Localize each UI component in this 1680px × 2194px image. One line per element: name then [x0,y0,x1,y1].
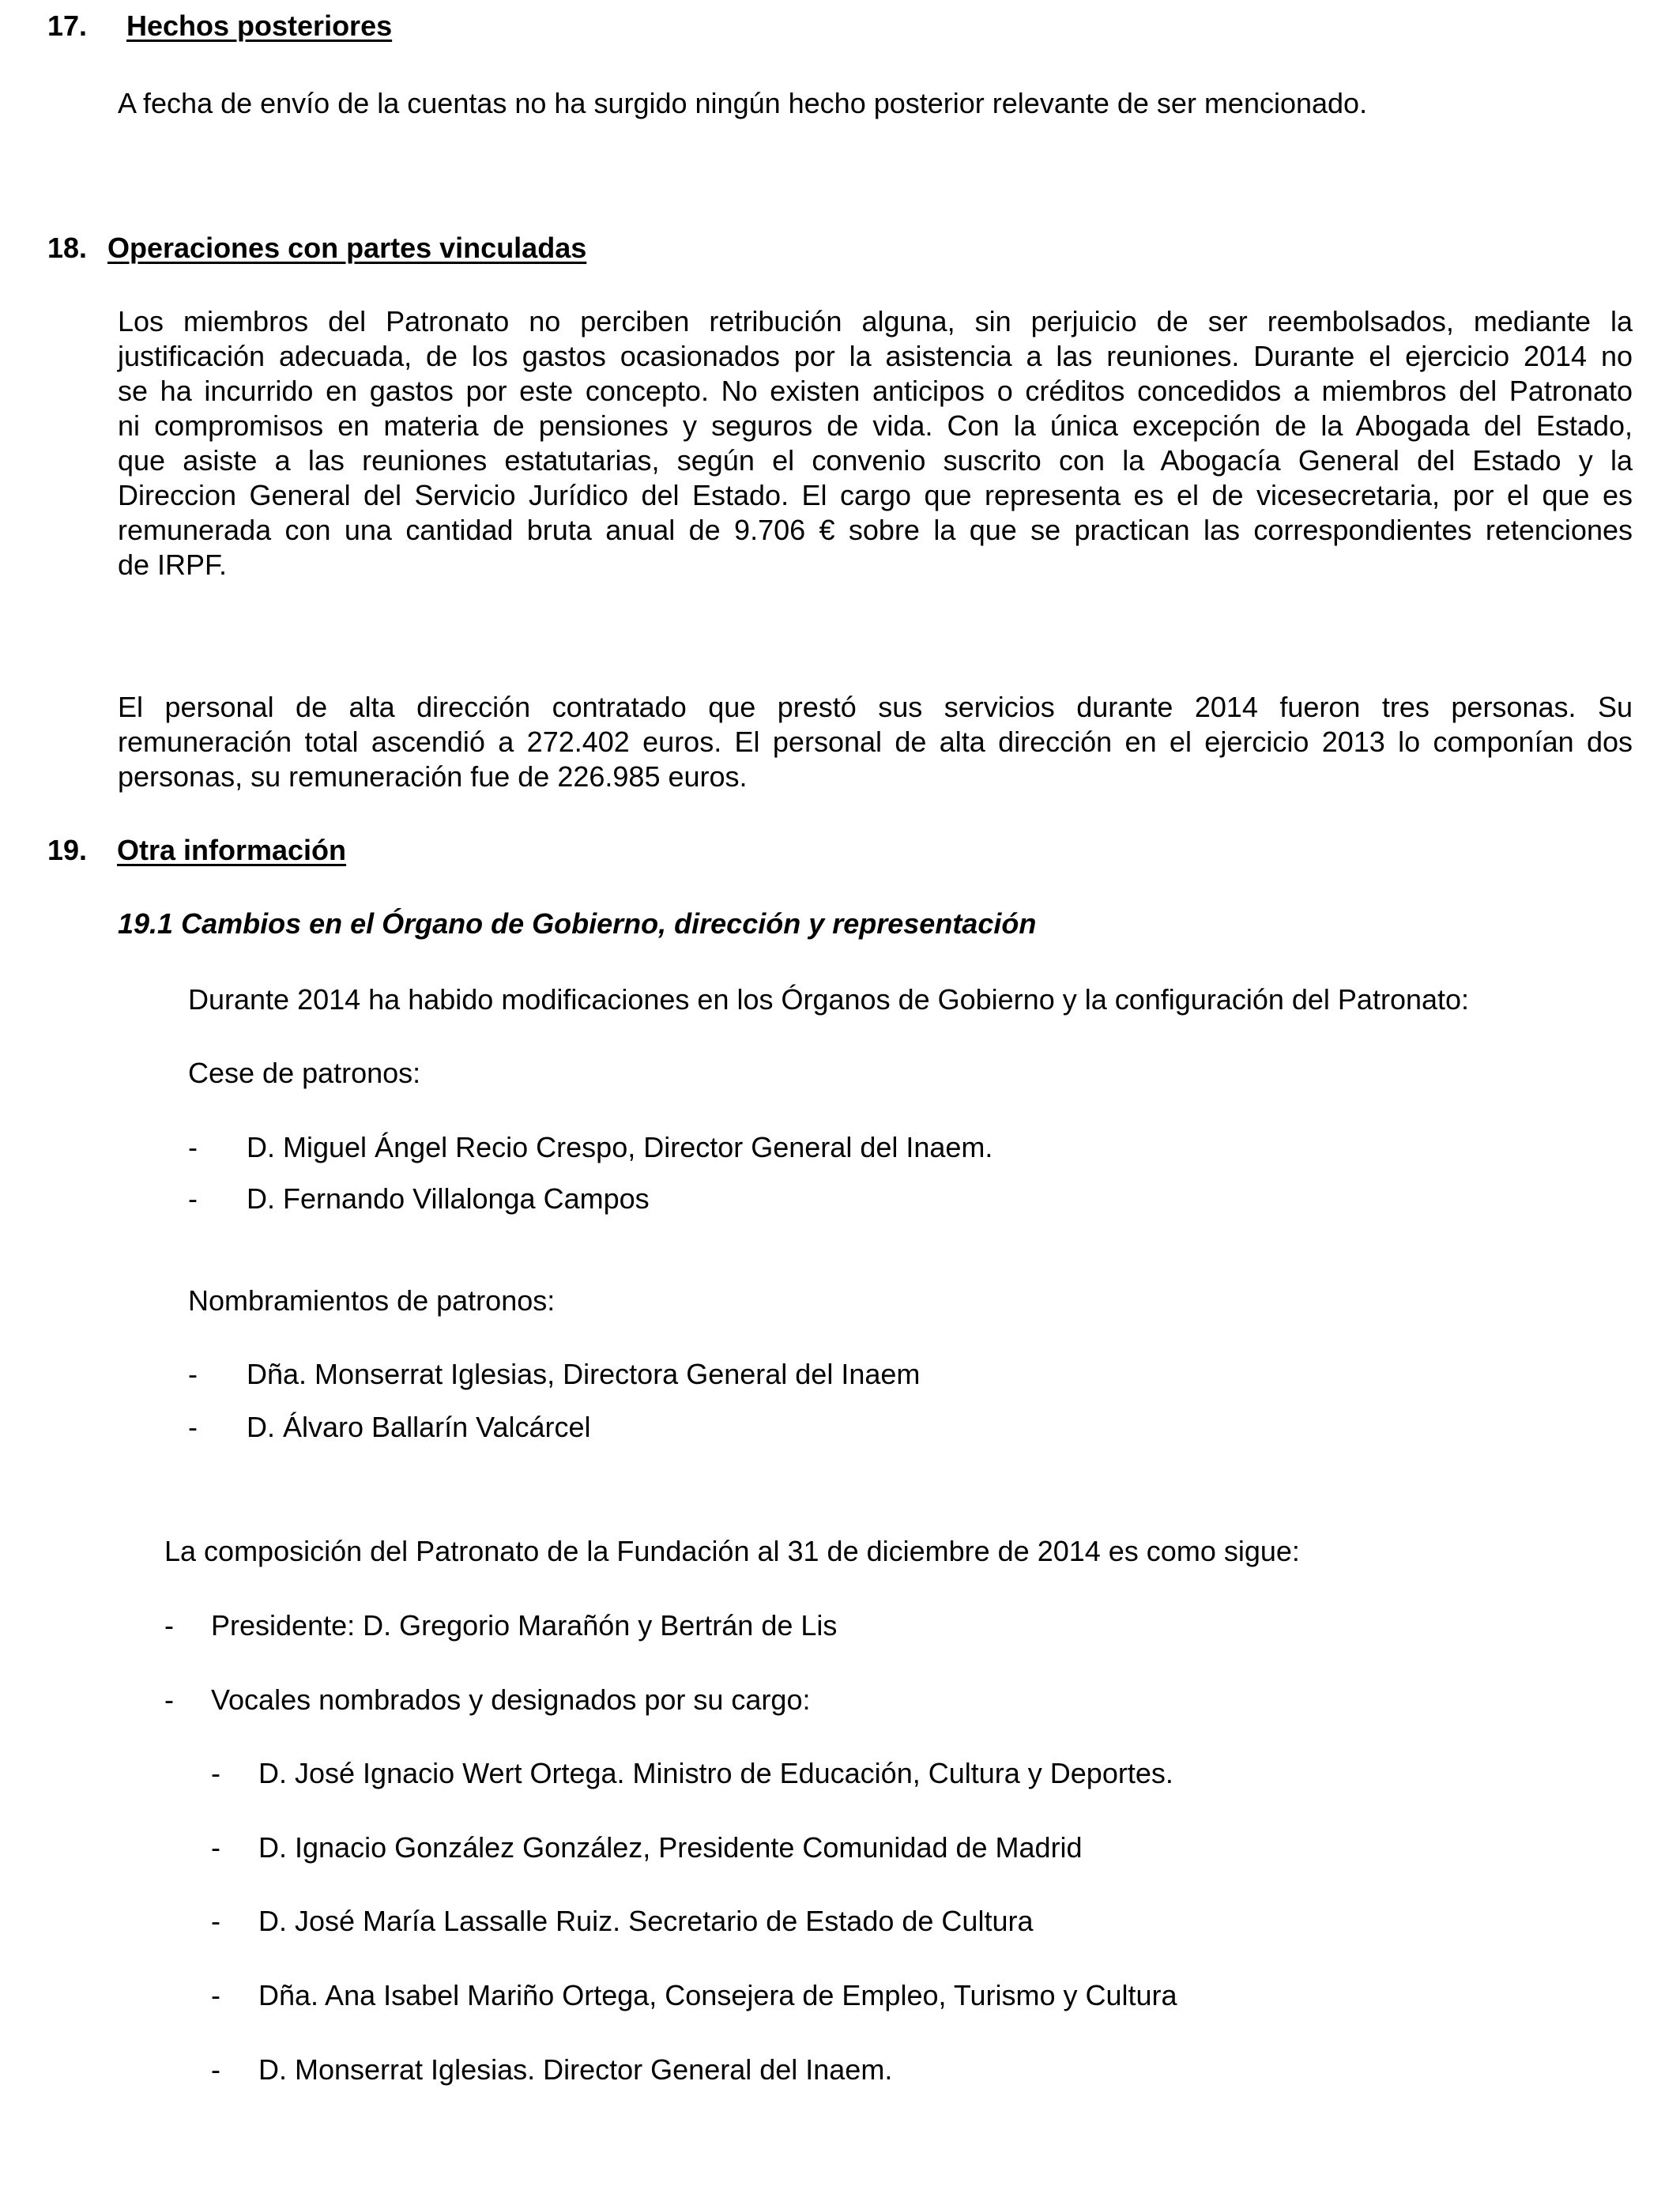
presidente-item: Presidente: D. Gregorio Marañón y Bertrán de Lis [211,1609,838,1642]
vocal-item: D. Ignacio González González, Presidente Comunidad de Madrid [258,1831,1083,1864]
vocal-item-dash: - [211,1757,220,1789]
section-18-paragraph-2 [118,690,1633,794]
vocal-item: Dña. Ana Isabel Mariño Ortega, Consejera de Empleo, Turismo y Cultura [258,1979,1177,2011]
vocal-item-dash: - [211,2053,220,2086]
paragraph-line: remuneración total ascendió a 272.402 euros. El personal de alta dirección en el ejercicio 2013 lo componían dos [118,726,1633,758]
section-19-number: 19. [47,834,88,866]
cese-item-dash: - [188,1182,198,1215]
cese-item: D. Miguel Ángel Recio Crespo, Director General del Inaem. [247,1131,993,1163]
paragraph-line: de IRPF. [118,548,228,581]
cese-label: Cese de patronos: [188,1057,421,1089]
nombramiento-item: D. Álvaro Ballarín Valcárcel [247,1411,591,1443]
section-18-heading [47,232,586,265]
paragraph-line: Los miembros del Patronato no perciben retribución alguna, sin perjuicio de ser reembolsados, mediante la [118,305,1633,337]
changes-intro: Durante 2014 ha habido modificaciones en los Órganos de Gobierno y la configuración del Patronato: [188,983,1470,1016]
vocal-item-dash: - [211,1979,220,2011]
vocal-item: D. Monserrat Iglesias. Director General del Inaem. [258,2053,893,2086]
section-19-title: Otra información [117,834,347,866]
paragraph-line: El personal de alta dirección contratado que prestó sus servicios durante 2014 fueron tres personas. Su [118,691,1633,723]
paragraph-line: se ha incurrido en gastos por este concepto. No existen anticipos o créditos concedidos a miembros del Patronato [118,375,1633,407]
vocal-item-dash: - [211,1831,220,1864]
section-18-paragraph-1 [118,304,1633,582]
cese-item-dash: - [188,1131,198,1163]
nombramientos-label: Nombramientos de patronos: [188,1284,556,1317]
paragraph-line: personas, su remuneración fue de 226.985 euros. [118,760,748,793]
presidente-dash: - [164,1609,174,1642]
vocal-item: D. José María Lassalle Ruiz. Secretario de Estado de Cultura [258,1905,1034,1937]
nombramiento-item-dash: - [188,1411,198,1443]
nombramiento-item: Dña. Monserrat Iglesias, Directora General del Inaem [247,1358,921,1390]
section-17-heading [47,9,392,43]
vocales-dash: - [164,1683,174,1716]
paragraph-line: remunerada con una cantidad bruta anual de 9.706 € sobre la que se practican las correspondientes retenciones [118,514,1633,546]
section-17-text: A fecha de envío de la cuentas no ha surgido ningún hecho posterior relevante de ser mencionado. [118,87,1368,119]
composicion-text: La composición del Patronato de la Fundación al 31 de diciembre de 2014 es como sigue: [164,1535,1300,1567]
paragraph-line: que asiste a las reuniones estatutarias, según el convenio suscrito con la Abogacía General del Estado y la [118,444,1633,477]
section-18-number: 18. [47,232,88,264]
section-19-heading [47,834,346,867]
vocal-item-dash: - [211,1905,220,1937]
section-17-number: 17. [47,9,88,42]
cese-item: D. Fernando Villalonga Campos [247,1182,650,1215]
nombramiento-item-dash: - [188,1358,198,1390]
vocales-label: Vocales nombrados y designados por su cargo: [211,1683,811,1716]
paragraph-line: ni compromisos en materia de pensiones y seguros de vida. Con la única excepción de la Abogada del Estado, [118,409,1633,442]
paragraph-line: justificación adecuada, de los gastos ocasionados por la asistencia a las reuniones. Durante el ejercicio 2014 no [118,340,1633,372]
subsection-19-1-title: 19.1 Cambios en el Órgano de Gobierno, dirección y representación [118,907,1037,940]
vocal-item: D. José Ignacio Wert Ortega. Ministro de Educación, Cultura y Deportes. [258,1757,1173,1789]
section-17-title: Hechos posteriores [126,9,393,42]
paragraph-line: Direccion General del Servicio Jurídico del Estado. El cargo que representa es el de vicesecretaria, por el que es [118,479,1633,511]
section-18-title: Operaciones con partes vinculadas [107,232,587,264]
